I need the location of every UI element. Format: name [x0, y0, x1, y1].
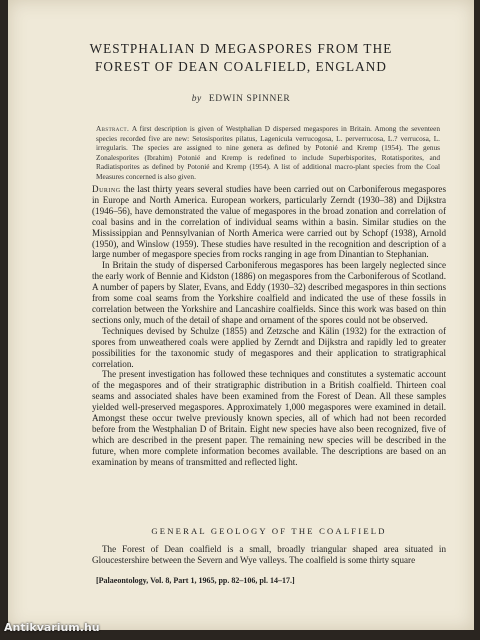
article-title [8, 40, 474, 76]
body-text [92, 184, 446, 468]
paragraph-4: The present investigation has followed these techniques and constitutes a systematic account of the megaspores and of their stratigraphic distribution in a British coalfield. Thirteen coal seams and associated shales have been examined from the Forest of Dean. All these samples yielded well-preserved megaspores. Approximately 1,000 megaspores were examined in detail. Amongst these occur twelve previously known species, all of which had not been recorded before from the Westphalian D of Britain. Eight new species have also been recognized, five of which are described in the present paper. The remaining new species will be described in the future, when more complete information becomes available. The descriptions are based on an examination by means of transmitted and reflected light. [92, 369, 446, 467]
title-line-2: FOREST OF DEAN COALFIELD, ENGLAND [94, 59, 388, 74]
paragraph-5: The Forest of Dean coalfield is a small, broadly triangular shaped area situated in Gloucestershire between the Severn and Wye valleys. The coalfield is some thirty square [92, 544, 446, 565]
citation-footer: [Palaeontology, Vol. 8, Part 1, 1965, pp. 82–106, pl. 14–17.] [96, 576, 295, 585]
section-heading: GENERAL GEOLOGY OF THE COALFIELD [151, 526, 387, 536]
journal-page [8, 0, 474, 630]
abstract-text: A first description is given of Westphalian D dispersed megaspores in Britain. Among the seventeen species recorded five are new: Setosisporites pilatus, Lagenicula verrucogosa, L. perverrucosa, L.? verrucosa, L. irregularis. The species are assigned to nine genera as defined by Potonié and Kremp (1954). The genus Zonalesporites (Ibrahim) Potonié and Kremp is redefined to include Superbisporites, Rotatisporites, and Radiatisporites as defined by Potonié and Kremp (1954). A list of additional macro-plant species from the Coal Measures concerned is also given. [96, 124, 440, 181]
paragraph-1-lead: During [92, 184, 121, 194]
abstract-label: Abstract. [96, 124, 130, 133]
byline-by: by [191, 94, 202, 104]
paragraph-1-text: the last thirty years several studies have been carried out on Carboniferous megaspores in Europe and North America. European workers, particularly Zerndt (1930–38) and Dijkstra (1946–56), have demonstrated the value of megaspores in the broad zonation and correlation of coal basins and in the correlation of individual seams within a basin. Similar studies on the Mississippian and Pennsylvanian of North America were carried out by Schopf (1938), Arnold (1950), and Winslow (1959). These studies have resulted in the recognition and description of a large number of megaspore species from rocks ranging in age from Dinantian to Stephanian. [92, 184, 446, 260]
author-name: EDWIN SPINNER [208, 94, 291, 104]
paragraph-3: Techniques devised by Schulze (1855) and Zetzsche and Kälin (1932) for the extraction of spores from unweathered coals were applied by Zerndt and Dijkstra and rapidly led to greater possibilities for the taxonomic study of megaspores and their application to stratigraphical correlation. [92, 325, 446, 369]
paragraph-2: In Britain the study of dispersed Carboniferous megaspores has been largely neglected since the early work of Bennie and Kidston (1886) on megaspores from the Carboniferous of Scotland. A number of papers by Slater, Evans, and Eddy (1930–32) described megaspores in thin sections from some coal seams from the Yorkshire coalfield and indicated the use of these fossils in correlation between the Yorkshire and Lancashire coalfields. Since this work was based on thin sections only, much of the detail of shape and ornament of the spores could not be observed. [92, 260, 446, 325]
title-line-1: WESTPHALIAN D MEGASPORES FROM THE [89, 41, 393, 56]
byline [8, 94, 474, 104]
watermark: Antikvarium.hu [4, 621, 100, 634]
body-text-2 [92, 544, 446, 566]
abstract [96, 124, 440, 182]
paragraph-1 [92, 184, 446, 260]
